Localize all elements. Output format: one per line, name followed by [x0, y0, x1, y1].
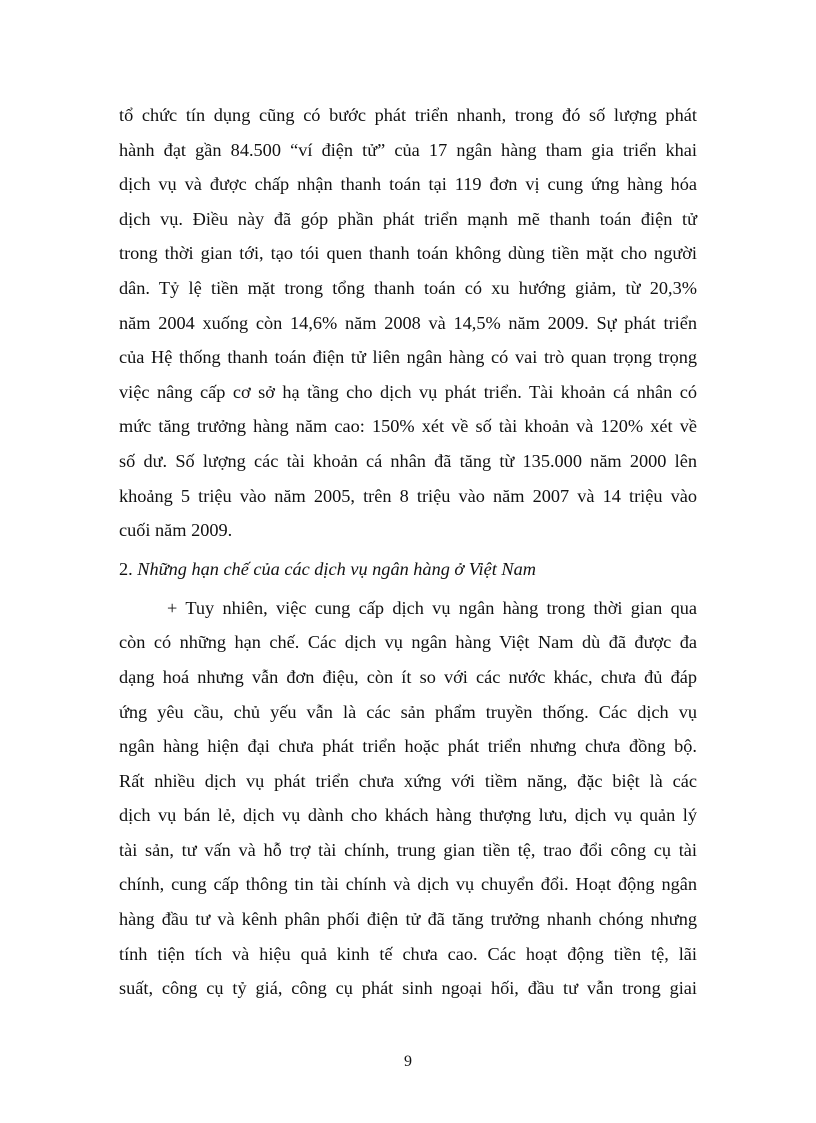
- paragraph-line: dịch vụ và được chấp nhận thanh toán tại 119 đơn vị cung ứng hàng hóa: [119, 174, 697, 195]
- paragraph-line: năm 2004 xuống còn 14,6% năm 2008 và 14,5% năm 2009. Sự phát triển: [119, 312, 697, 333]
- section-heading: [119, 548, 697, 591]
- paragraph-line: tính tiện tích và hiệu quả kinh tế chưa cao. Các hoạt động tiền tệ, lãi: [119, 943, 697, 964]
- paragraph-line: khoảng 5 triệu vào năm 2005, trên 8 triệu vào năm 2007 và 14 triệu vào: [119, 485, 697, 506]
- paragraph-line: ngân hàng hiện đại chưa phát triển hoặc phát triển nhưng chưa đồng bộ.: [119, 736, 697, 757]
- paragraph-line: dạng hoá nhưng vẫn đơn điệu, còn ít so với các nước khác, chưa đủ đáp: [119, 666, 697, 687]
- paragraph-line: dịch vụ. Điều này đã góp phần phát triển mạnh mẽ thanh toán điện tử: [119, 208, 697, 229]
- paragraph-line: mức tăng trưởng hàng năm cao: 150% xét về số tài khoản và 120% xét về: [119, 416, 697, 437]
- paragraph-line: suất, công cụ tỷ giá, công cụ phát sinh ngoại hối, đầu tư vẫn trong giai: [119, 978, 697, 999]
- page-body: [119, 98, 697, 1006]
- paragraph-2: [119, 591, 697, 1006]
- paragraph-line: hành đạt gần 84.500 “ví điện tử” của 17 ngân hàng tham gia triển khai: [119, 139, 697, 160]
- page-number: 9: [404, 1053, 412, 1070]
- paragraph-line: chính, cung cấp thông tin tài chính và dịch vụ chuyển đổi. Hoạt động ngân: [119, 874, 697, 895]
- paragraph-line: hàng đầu tư và kênh phân phối điện tử đã tăng trưởng nhanh chóng nhưng: [119, 909, 697, 930]
- paragraph-line: dịch vụ bán lẻ, dịch vụ dành cho khách hàng thượng lưu, dịch vụ quản lý: [119, 805, 697, 826]
- paragraph-line: tổ chức tín dụng cũng có bước phát triển nhanh, trong đó số lượng phát: [119, 105, 697, 125]
- paragraph-line: dân. Tỷ lệ tiền mặt trong tổng thanh toán có xu hướng giảm, từ 20,3%: [119, 277, 697, 298]
- paragraph-line: Rất nhiều dịch vụ phát triển chưa xứng với tiềm năng, đặc biệt là các: [119, 770, 697, 791]
- paragraph-line: + Tuy nhiên, việc cung cấp dịch vụ ngân hàng trong thời gian qua: [167, 597, 697, 618]
- paragraph-1: [119, 98, 697, 548]
- paragraph-line: số dư. Số lượng các tài khoản cá nhân đã tăng từ 135.000 năm 2000 lên: [119, 450, 697, 471]
- section-number: 2.: [119, 558, 133, 579]
- paragraph-line: trong thời gian tới, tạo tói quen thanh toán không dùng tiền mặt cho người: [119, 243, 697, 264]
- paragraph-line: tài sản, tư vấn và hỗ trợ tài chính, trung gian tiền tệ, trao đổi công cụ tài: [119, 839, 697, 860]
- paragraph-line: còn có những hạn chế. Các dịch vụ ngân hàng Việt Nam dù đã được đa: [119, 632, 697, 653]
- paragraph-line: cuối năm 2009.: [119, 520, 233, 541]
- paragraph-line: ứng yêu cầu, chủ yếu vẫn là các sản phẩm truyền thống. Các dịch vụ: [119, 701, 697, 722]
- paragraph-line: việc nâng cấp cơ sở hạ tầng cho dịch vụ phát triển. Tài khoản cá nhân có: [119, 381, 697, 402]
- section-title: Những hạn chế của các dịch vụ ngân hàng ở Việt Nam: [137, 558, 536, 579]
- paragraph-line: của Hệ thống thanh toán điện tử liên ngân hàng có vai trò quan trọng trọng: [119, 347, 697, 368]
